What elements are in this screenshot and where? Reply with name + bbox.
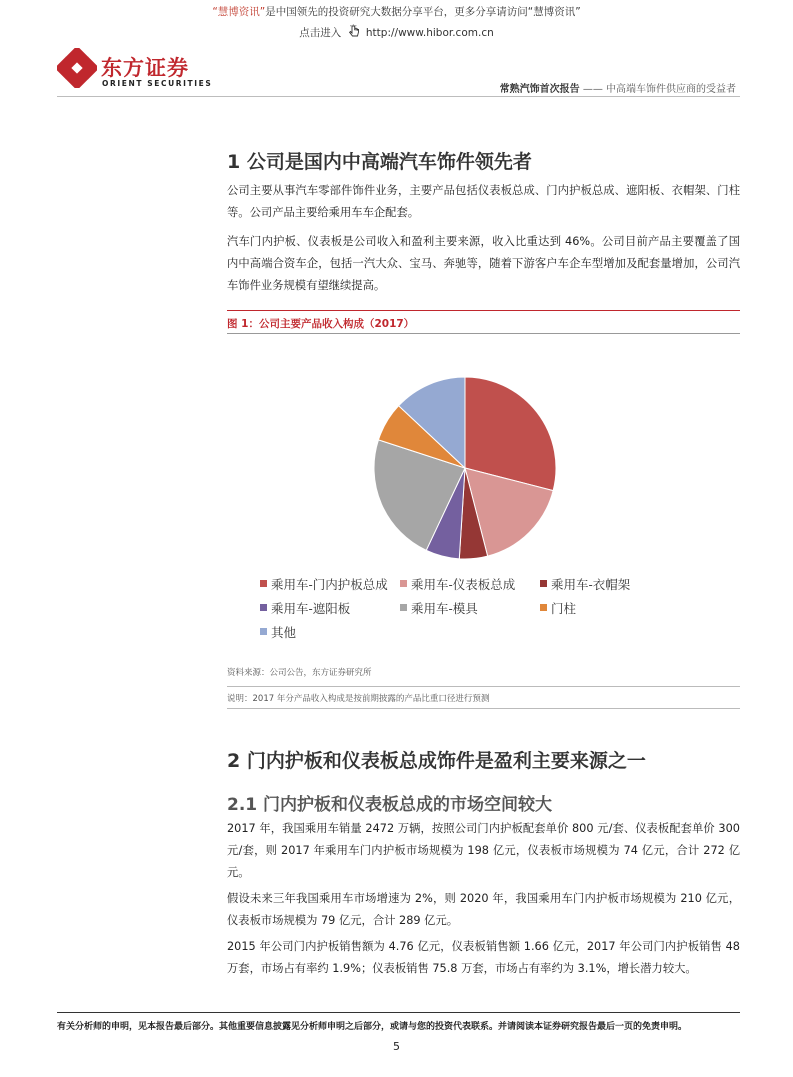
- banner-brand-2[interactable]: “慧博资讯”: [527, 6, 581, 18]
- legend-item: [540, 599, 576, 617]
- legend-swatch: [260, 604, 267, 611]
- logo-english-name: ORIENT SECURITIES: [102, 79, 213, 88]
- legend-label: 乘用车-衣帽架: [551, 577, 631, 592]
- footer-disclaimer: 有关分析师的申明，见本报告最后部分。其他重要信息披露见分析师申明之后部分，或请与您的投资代表联系。并请阅读本证券研究报告最后一页的免责申明。: [57, 1022, 688, 1032]
- legend-label: 乘用车-模具: [411, 601, 478, 616]
- section-2-paragraph-3: 2015 年公司门内护板销售额为 4.76 亿元，仪表板销售额 1.66 亿元，2017 年公司门内护板销售 48 万套，市场占有率约 1.9%；仪表板销售 75.8 万套，市场占有率约为 3.1%，增长潜力较大。: [227, 940, 740, 975]
- hand-cursor-icon: [347, 24, 361, 38]
- revenue-pie-chart: [370, 373, 560, 563]
- header-dash: ——: [582, 84, 603, 95]
- section-1-paragraph-2: 汽车门内护板、仪表板是公司收入和盈利主要来源，收入比重达到 46%。公司目前产品主要覆盖了国内中高端合资车企，包括一汽大众、宝马、奔驰等，随着下游客户车企车型增加及配套量增加，公司汽车饰件业务规模有望继续提高。: [227, 235, 740, 292]
- legend-swatch: [400, 604, 407, 611]
- legend-item: [400, 575, 515, 593]
- report-name: 常熟汽饰首次报告: [499, 84, 580, 95]
- note-top-rule: [227, 686, 740, 687]
- section-1-title: 1 公司是国内中高端汽车饰件领先者: [227, 151, 532, 173]
- legend-swatch: [400, 580, 407, 587]
- legend-item: [260, 575, 388, 593]
- section-2-paragraph-1: 2017 年，我国乘用车销量 2472 万辆，按照公司门内护板配套单价 800 元/套、仪表板配套单价 300 元/套，则 2017 年乘用车门内护板市场规模为 198 亿元，仪表板市场规模为 74 亿元，合计 272 亿元。: [227, 822, 740, 879]
- section-1-paragraph-1: 公司主要从事汽车零部件饰件业务，主要产品包括仪表板总成、门内护板总成、遮阳板、衣帽架、门柱等。公司产品主要给乘用车车企配套。: [227, 184, 740, 219]
- figure-title: 图 1：公司主要产品收入构成（2017）: [227, 318, 415, 330]
- footer-divider: [57, 1012, 740, 1013]
- section-2-title: 2 门内护板和仪表板总成饰件是盈利主要来源之一: [227, 750, 646, 772]
- legend-item: [400, 599, 478, 617]
- legend-label: 乘用车-门内护板总成: [271, 577, 388, 592]
- figure-source: 资料来源：公司公告，东方证券研究所: [227, 668, 372, 678]
- banner-brand[interactable]: 慧博资讯: [217, 6, 260, 18]
- legend-item: [260, 623, 296, 641]
- click-text[interactable]: 点击进入: [299, 27, 342, 39]
- legend-swatch: [540, 580, 547, 587]
- section-2-1-title: 2.1 门内护板和仪表板总成的市场空间较大: [227, 795, 553, 815]
- legend-label: 乘用车-遮阳板: [271, 601, 351, 616]
- legend-label: 乘用车-仪表板总成: [411, 577, 516, 592]
- banner-quote-close: ”: [259, 6, 266, 18]
- banner-quote-open: “: [212, 6, 218, 18]
- report-header: [500, 80, 736, 95]
- header-divider: [57, 96, 740, 97]
- legend-item: [540, 575, 630, 593]
- promo-banner: [0, 5, 793, 19]
- banner-text: 是中国领先的投资研究大数据分享平台，更多分享请访问: [265, 6, 528, 18]
- legend-label: 门柱: [551, 601, 577, 616]
- figure-note: 说明：2017 年分产品收入构成是按前期披露的产品比重口径进行预测: [227, 694, 490, 704]
- page-number: 5: [393, 1040, 400, 1053]
- figure-title-rule: [227, 333, 740, 334]
- legend-item: [260, 599, 350, 617]
- section-2-paragraph-2: 假设未来三年我国乘用车市场增速为 2%，则 2020 年，我国乘用车门内护板市场规模为 210 亿元，仪表板市场规模为 79 亿元，合计 289 亿元。: [227, 892, 740, 927]
- orient-logo-mark-icon: [57, 48, 97, 88]
- legend-swatch: [260, 580, 267, 587]
- legend-label: 其他: [271, 625, 297, 640]
- note-bottom-rule: [227, 708, 740, 709]
- promo-link-row: [0, 24, 793, 40]
- report-subtitle: 中高端车饰件供应商的受益者: [606, 84, 736, 95]
- legend-swatch: [260, 628, 267, 635]
- hibor-link[interactable]: http://www.hibor.com.cn: [365, 27, 494, 39]
- figure-top-rule: [227, 310, 740, 311]
- legend-swatch: [540, 604, 547, 611]
- logo-chinese-name: 东方证券: [101, 56, 189, 80]
- orient-securities-logo: [57, 48, 217, 90]
